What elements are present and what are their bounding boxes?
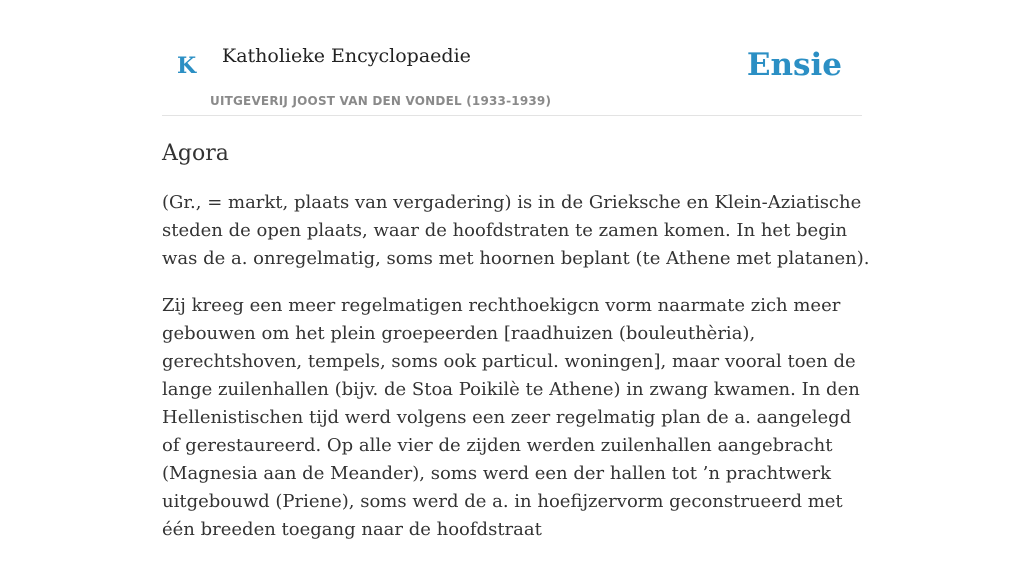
article-paragraph: (Gr., = markt, plaats van vergadering) is in de Grieksche en Klein-Aziatische steden de open plaats, waar de hoofdstraten te zamen komen. In het begin was de a. onregelmatig, soms met hoornen beplant (te Athene met platanen). (162, 192, 870, 269)
ensie-brand-link[interactable]: Ensie (746, 47, 842, 83)
site-header (162, 0, 862, 116)
publisher-line: UITGEVERIJ JOOST VAN DEN VONDEL (1933-1939) (210, 94, 552, 108)
encyclopedia-logo-icon[interactable]: K (177, 53, 197, 79)
article-title: Agora (162, 141, 229, 166)
encyclopedia-title[interactable]: Katholieke Encyclopaedie (222, 45, 471, 67)
article-content (162, 137, 872, 563)
article-paragraph: Zij kreeg een meer regelmatigen rechthoekigcn vorm naarmate zich meer gebouwen om het plein groepeerden [raadhuizen (bouleuthèria), gerechtshoven, tempels, soms ook particul. woningen], maar vooral toen de lange zuilenhallen (bijv. de Stoa Poikilè te Athene) in zwang kwamen. In den Hellenistischen tijd werd volgens een zeer regelmatig plan de a. aangelegd of gerestaureerd. Op alle vier de zijden werden zuilenhallen aangebracht (Magnesia aan de Meander), soms werd een der hallen tot ’n prachtwerk uitgebouwd (Priene), soms werd de a. in hoefijzervorm geconstrueerd met één breeden toegang naar de hoofdstraat (162, 295, 860, 540)
